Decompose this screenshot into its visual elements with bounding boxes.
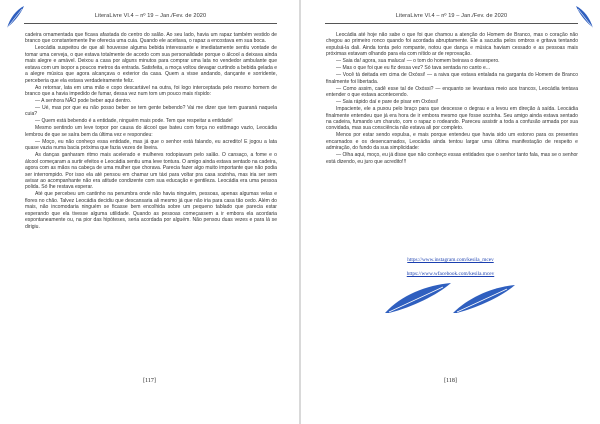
paragraph: Ao retornar, lata em uma mão e copo descartável na outra, foi logo interceptada pelo mesmo homem de branco que a havia impedido de fumar, dessa vez num tom um pouco mais ríspido: xyxy=(25,84,277,97)
page-number: [117] xyxy=(143,378,156,384)
paragraph: — Olha aqui, moço, eu já disse que não conheço essas entidades que o senhor tanto fala, mas se o senhor está dizendo, eu juro que acredito!!! xyxy=(326,152,578,165)
paragraph: — Moço, eu não conheço essa entidade, mas já que o senhor está falando, eu acredito! E jogou a lata quase vazia numa bacia próxima que fazia vezes de lixeira. xyxy=(25,138,277,152)
page-header: LiteraLivre Vl.4 – nº 19 – Jan./Fev. de 2020 xyxy=(24,11,277,24)
page-body xyxy=(25,32,277,231)
paragraph: cadeira ornamentada que ficava afastada do centro do salão. Ao seu lado, havia um rapaz também vestido de branco que constantemente lhe oferecia uma cuia. Quando ele aceitava, o rapaz a encostava em sua boca. xyxy=(25,32,277,45)
paragraph: — Como assim, cadê esse tal de Oxóssi? — enquanto se levantava meio aos trancos, Leocádia tentava entender o que estava acontecendo. xyxy=(326,85,578,99)
paragraph: Impaciente, ele a puxou pelo braço para que descesse o degrau e a levou em direção à saída. Leocádia finalmente entendeu que já era hora de ir embora mesmo que fosse sozinha. Seu amigo ainda estava sentado na cadeira, fumando um charuto, com o rapaz o rodeando. Pareceu assistir a toda a confusão armada por sua convidada, mas sua consciência não estava ali por completo. xyxy=(326,106,578,132)
feather-icon xyxy=(574,4,596,30)
paragraph: As danças ganharam ritmo mais acelerado e mulheres rodopiavam pelo salão. O cansaço, a fome e o álcool começaram a surtir efeitos e Leocádia sentiu uma leve tontura. O amigo ainda estava sentado na cadeira, agora com as mãos na cabeça de uma mulher que chorava. Parecia fazer algo muito importante que não podia ser interrompido. Por isso ela até pensou em chamar um táxi para voltar pra casa sozinha, mas iria ser sem avisar ao acompanhante não era atitude condizente com sua educação e gentileza. Leocádia era uma pessoa polida. Só lhe restava esperar. xyxy=(25,152,277,191)
paragraph: Leocádia suspeitou de que ali houvesse alguma bebida interessante e imediatamente sentiu vontade de tomar uma cerveja, o que estava totalmente de acordo com sua personalidade porque o álcool a deixava ainda mais alegre e amável. Deixou a casa por alguns minutos para comprar uma lata no vendedor ambulante que estava com um isopor a poucos metros da entrada. Satisfeita, a moça voltou devagar curtindo a bebida gelada e a alegre música que agora alcançava o exterior da casa. Quem a visse andando, dançante e sorridente, perceberia que ela estava verdadeiramente feliz. xyxy=(25,45,277,84)
decorative-feathers-icon xyxy=(381,279,521,317)
paragraph: — Saia rápido daí e pare de pisar em Oxóssi! xyxy=(336,99,439,106)
paragraph: — Mas o que foi que eu fiz dessa vez? Só tava sentada no canto e... xyxy=(336,65,491,72)
page-header: LiteraLivre Vl.4 – nº 19 – Jan./Fev. de 2020 xyxy=(325,11,578,24)
paragraph: — Você tá deitada em cima de Oxóssi! — a raiva que estava entalada na garganta do Homem de Branco finalmente foi libertada. xyxy=(326,72,578,85)
paragraph: Leocádia até hoje não sabe o que foi que chamou a atenção do Homem de Branco, mas o coração não chegou ao primeiro ronco quando foi acordada abruptamente. Ele a sacudia pelos ombros e gritava tentando expulsá-la dali. Ainda tonta pelo rompante, notou que dança e música haviam cessado e as pessoas mais próximas estavam olhando para ela com nítido ar de reprovação. xyxy=(326,32,578,58)
page-body xyxy=(326,32,578,166)
paragraph: Mesmo sentindo um leve torpor por causa do álcool que bateu com força no estômago vazio, Leocádia lembrou de que se saíra bem da última vez e respondeu: xyxy=(25,125,277,138)
page-number: [118] xyxy=(444,378,457,384)
paragraph: — Saia da! agora, sua maluca! — o tom do homem beirava o desespero. xyxy=(336,58,500,65)
paragraph: Menos por estar sendo expulsa, e mais porque entendeu que havia sido um estorvo para os presentes encarnados e os desencarnados, Leocádia ainda tentou largar uma última manifestação de respeito e admiração, do fundo da sua simplicidade: xyxy=(326,132,578,152)
facebook-link[interactable]: https://www.wfacebook.com/kesila.mcev xyxy=(406,271,495,277)
feather-icon xyxy=(4,4,26,30)
left-page xyxy=(0,0,299,424)
paragraph: — A senhora NÃO pode beber aqui dentro. xyxy=(35,98,132,104)
paragraph: — Quem está bebendo é a entidade, ninguém mais pode. Tem que respeitar a entidade! xyxy=(35,118,233,125)
paragraph: Até que percebeu um cantinho na penumbra onde não havia ninguém, pessoas, apenas algumas velas e flores no chão. Talvez Leocádia decidiu que descansaria ali mesmo já que não iria para casa tão cedo. Além do mais, não incomodaria ninguém se ficasse bem encolhida sobre um pequeno tablado que parecia estar esperando que ela tivesse alguma utilidade. Quando as pessoas começassem a ir embora ela acordaria espontaneamente ou, na pior das hipóteses, seria acordada por alguém. Não pensou duas vezes e para lá se dirigiu. xyxy=(25,191,277,230)
right-page xyxy=(301,0,600,424)
paragraph: — Ué, mas por que eu não posso beber se tem gente bebendo? Vai me dizer que tem guaraná naquela cuia? xyxy=(25,105,277,118)
instagram-link[interactable]: https://www.instagram.com/kesila_mcev xyxy=(407,257,494,263)
